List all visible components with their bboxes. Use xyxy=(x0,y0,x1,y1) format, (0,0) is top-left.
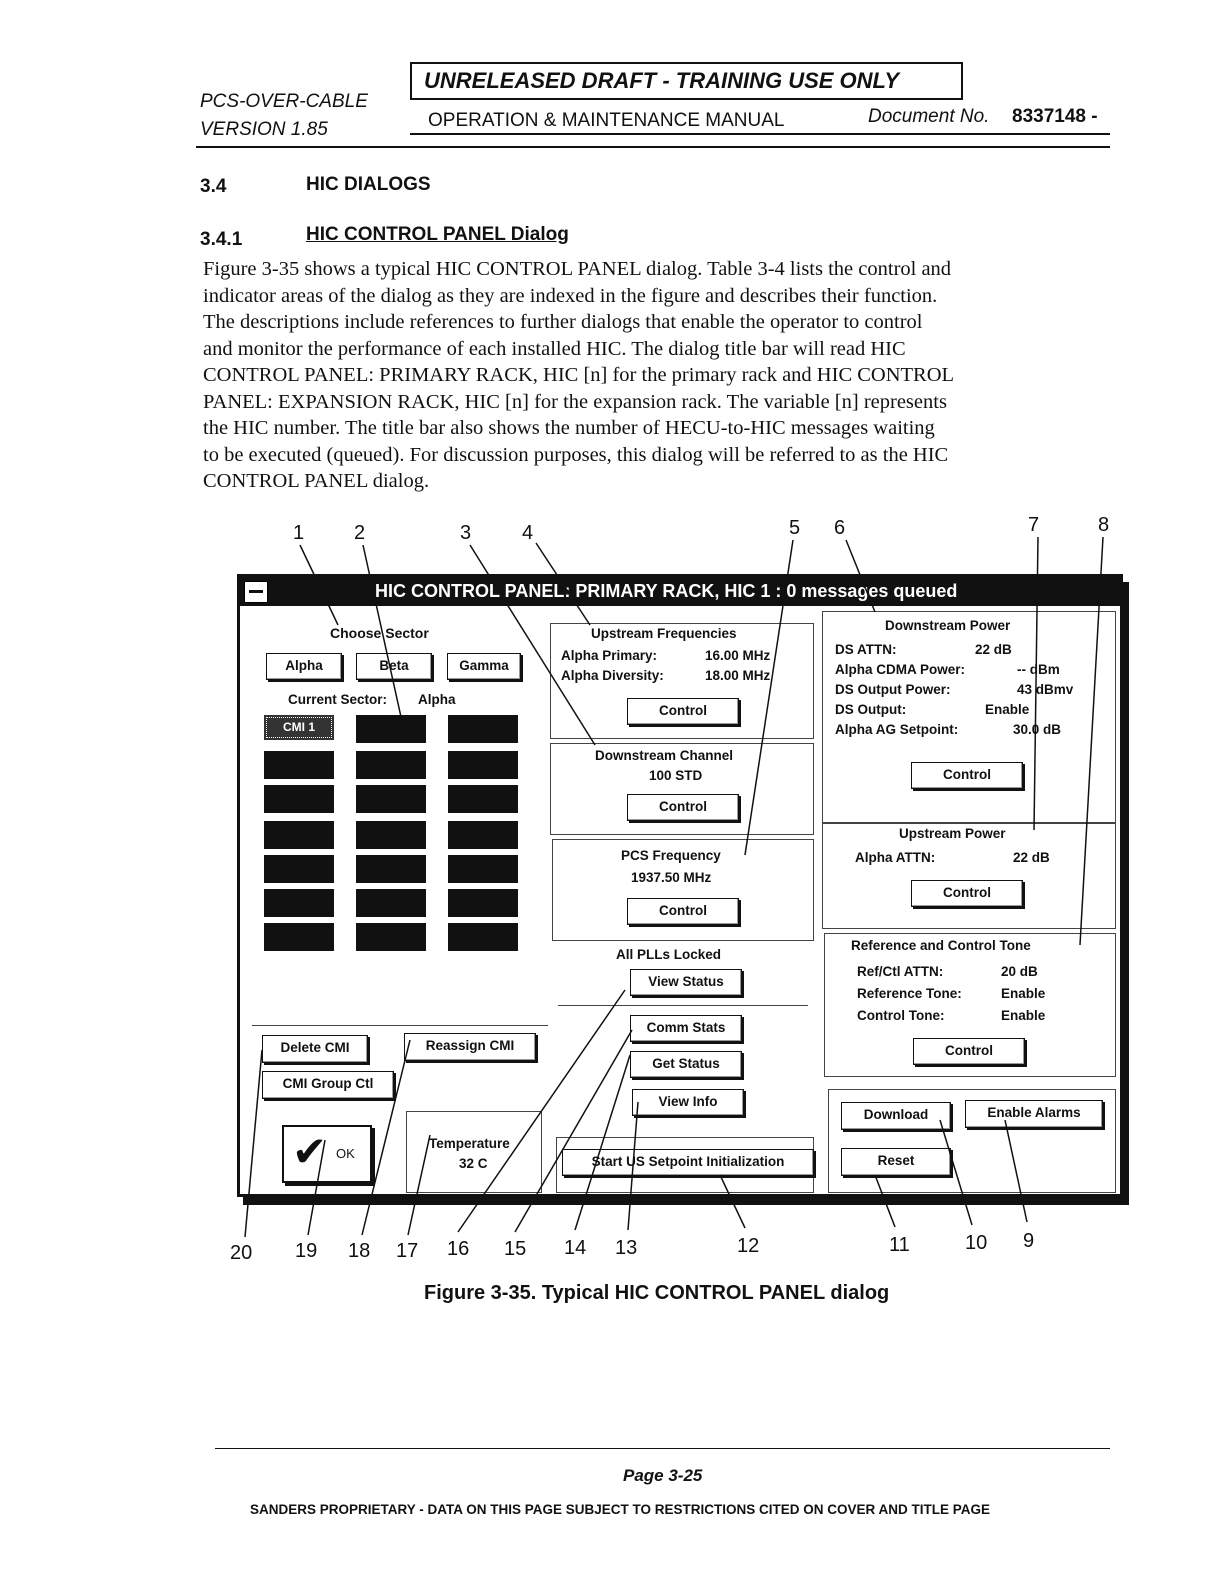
version-label: VERSION 1.85 xyxy=(200,119,328,140)
alpha-attn-label: Alpha ATTN: xyxy=(855,850,936,865)
body-line: CONTROL PANEL: PRIMARY RACK, HIC [n] for the primary rack and HIC CONTROL xyxy=(203,364,955,386)
cmi-group-ctl-button[interactable]: CMI Group Ctl xyxy=(262,1071,394,1099)
downstream-power-title: Downstream Power xyxy=(885,618,1011,633)
body-line: The descriptions include references to further dialogs that enable the operator to control xyxy=(203,311,923,333)
downstream-power-control-button[interactable]: Control xyxy=(911,762,1023,789)
pcs-frequency-title: PCS Frequency xyxy=(621,848,721,863)
dialog-title: HIC CONTROL PANEL: PRIMARY RACK, HIC 1 : 0 messages queued xyxy=(375,581,958,601)
alpha-sector-button[interactable]: Alpha xyxy=(266,653,342,680)
get-status-button[interactable]: Get Status xyxy=(630,1051,742,1078)
view-status-button[interactable]: View Status xyxy=(630,969,742,996)
view-info-button[interactable]: View Info xyxy=(632,1089,744,1116)
leader-line-3 xyxy=(470,545,595,745)
pll-status-text: All PLLs Locked xyxy=(616,947,722,962)
alpha-primary-label: Alpha Primary: xyxy=(561,648,658,663)
subsection-title: HIC CONTROL PANEL Dialog xyxy=(306,224,569,245)
reference-tone-value: Enable xyxy=(1001,986,1046,1001)
control-tone-value: Enable xyxy=(1001,1008,1046,1023)
page-number: Page 3-25 xyxy=(623,1466,703,1485)
leader-line-12 xyxy=(720,1175,745,1228)
callout-18: 18 xyxy=(348,1240,371,1262)
upstream-power-title: Upstream Power xyxy=(899,826,1006,841)
alpha-diversity-value: 18.00 MHz xyxy=(705,668,771,683)
subsection-number: 3.4.1 xyxy=(200,229,243,250)
pcs-frequency-control-button[interactable]: Control xyxy=(627,898,739,925)
callout-9: 9 xyxy=(1023,1230,1035,1252)
pcs-frequency-value: 1937.50 MHz xyxy=(631,870,712,885)
ds-attn-label: DS ATTN: xyxy=(835,642,897,657)
leader-line-1 xyxy=(300,545,338,625)
delete-cmi-button[interactable]: Delete CMI xyxy=(262,1035,368,1063)
section-number: 3.4 xyxy=(200,176,227,197)
ref-ctl-attn-label: Ref/Ctl ATTN: xyxy=(857,964,944,979)
downstream-channel-title: Downstream Channel xyxy=(595,748,734,763)
upstream-frequencies-control-button[interactable]: Control xyxy=(627,698,739,725)
callout-2: 2 xyxy=(354,522,366,544)
beta-sector-button[interactable]: Beta xyxy=(356,653,432,680)
alpha-ag-setpoint-value: 30.0 dB xyxy=(1013,722,1062,737)
leader-line-10 xyxy=(940,1120,972,1225)
callout-15: 15 xyxy=(504,1238,527,1260)
reassign-cmi-button[interactable]: Reassign CMI xyxy=(404,1033,536,1061)
manual-title: OPERATION & MAINTENANCE MANUAL xyxy=(428,110,785,131)
upstream-frequencies-title: Upstream Frequencies xyxy=(591,626,737,641)
downstream-channel-control-button[interactable]: Control xyxy=(627,794,739,821)
document-number: 8337148 - xyxy=(1012,106,1098,127)
reference-tone-label: Reference Tone: xyxy=(857,986,962,1001)
body-line: indicator areas of the dialog as they are indexed in the figure and describes their function. xyxy=(203,284,938,307)
checkmark-icon: ✔ xyxy=(292,1128,328,1175)
temperature-label: Temperature xyxy=(429,1136,510,1151)
callout-10: 10 xyxy=(965,1232,988,1254)
section-title: HIC DIALOGS xyxy=(306,174,431,195)
callout-1: 1 xyxy=(293,522,305,544)
footer-rule xyxy=(215,1448,1110,1449)
callout-11: 11 xyxy=(889,1234,910,1256)
figure-caption: Figure 3-35. Typical HIC CONTROL PANEL dialog xyxy=(424,1282,890,1304)
alpha-diversity-label: Alpha Diversity: xyxy=(561,668,664,683)
callout-14: 14 xyxy=(564,1237,587,1259)
leader-line-17 xyxy=(408,1135,430,1235)
product-name: PCS-OVER-CABLE xyxy=(200,91,368,112)
current-sector-value: Alpha xyxy=(418,692,456,707)
leader-line-18 xyxy=(362,1040,410,1235)
upstream-power-control-button[interactable]: Control xyxy=(911,880,1023,907)
alpha-cdma-power-label: Alpha CDMA Power: xyxy=(835,662,966,677)
body-line: the HIC number. The title bar also shows the number of HECU-to-HIC messages waiting xyxy=(203,417,935,439)
body-line: CONTROL PANEL dialog. xyxy=(203,470,430,492)
comm-stats-button[interactable]: Comm Stats xyxy=(630,1015,742,1042)
leader-line-8 xyxy=(1080,537,1103,945)
body-line: and monitor the performance of each installed HIC. The dialog title bar will read HIC xyxy=(203,337,906,360)
document-label: Document No. xyxy=(868,106,990,127)
alpha-attn-value: 22 dB xyxy=(1013,850,1050,865)
reference-tone-control-button[interactable]: Control xyxy=(913,1038,1025,1065)
leader-line-4 xyxy=(536,543,590,625)
callout-5: 5 xyxy=(789,517,801,539)
leader-line-9 xyxy=(1005,1120,1027,1222)
leader-line-19 xyxy=(308,1140,325,1235)
current-sector-label: Current Sector: xyxy=(288,692,388,707)
alpha-ag-setpoint-label: Alpha AG Setpoint: xyxy=(835,722,959,737)
callout-16: 16 xyxy=(447,1238,470,1260)
leader-line-5 xyxy=(745,540,793,855)
ok-label: OK xyxy=(336,1146,355,1161)
ds-output-value: Enable xyxy=(985,702,1030,717)
download-button[interactable]: Download xyxy=(841,1102,951,1130)
temperature-value: 32 C xyxy=(459,1156,488,1171)
draft-notice: UNRELEASED DRAFT - TRAINING USE ONLY xyxy=(410,62,963,100)
body-line: Figure 3-35 shows a typical HIC CONTROL PANEL dialog. Table 3-4 lists the control and xyxy=(203,258,952,280)
callout-4: 4 xyxy=(522,522,534,544)
proprietary-notice: SANDERS PROPRIETARY - DATA ON THIS PAGE SUBJECT TO RESTRICTIONS CITED ON COVER AND TITLE PAGE xyxy=(250,1502,991,1517)
leader-line-6 xyxy=(846,540,875,612)
cmi-slot-1[interactable]: CMI 1 xyxy=(264,715,334,740)
enable-alarms-button[interactable]: Enable Alarms xyxy=(965,1100,1103,1128)
body-line: PANEL: EXPANSION RACK, HIC [n] for the expansion rack. The variable [n] represents xyxy=(203,390,947,413)
reference-control-tone-title: Reference and Control Tone xyxy=(851,938,1031,953)
leader-line-20 xyxy=(245,1050,262,1237)
callout-7: 7 xyxy=(1028,514,1040,536)
control-tone-label: Control Tone: xyxy=(857,1008,945,1023)
leader-line-13 xyxy=(628,1102,638,1230)
callout-20: 20 xyxy=(230,1242,253,1264)
callout-17: 17 xyxy=(396,1240,419,1262)
callout-6: 6 xyxy=(834,517,846,539)
gamma-sector-button[interactable]: Gamma xyxy=(447,653,521,680)
callout-19: 19 xyxy=(295,1240,318,1262)
leader-line-16 xyxy=(458,990,625,1232)
alpha-primary-value: 16.00 MHz xyxy=(705,648,771,663)
callout-13: 13 xyxy=(615,1237,638,1259)
body-line: to be executed (queued). For discussion purposes, this dialog will be referred to as the HIC xyxy=(203,443,949,466)
callout-12: 12 xyxy=(737,1235,760,1257)
callout-8: 8 xyxy=(1098,514,1110,536)
choose-sector-label: Choose Sector xyxy=(330,625,429,641)
leader-line-15 xyxy=(515,1030,632,1232)
leader-line-11 xyxy=(875,1175,895,1227)
leader-line-7 xyxy=(1034,537,1038,830)
ds-output-power-label: DS Output Power: xyxy=(835,682,951,697)
downstream-channel-value: 100 STD xyxy=(649,768,703,783)
start-us-setpoint-initialization-button[interactable]: Start US Setpoint Initialization xyxy=(562,1149,814,1176)
alpha-cdma-power-value: -- dBm xyxy=(1017,662,1060,677)
callout-3: 3 xyxy=(460,522,472,544)
leader-line-2 xyxy=(363,545,405,735)
reset-button[interactable]: Reset xyxy=(841,1148,951,1176)
ds-output-label: DS Output: xyxy=(835,702,907,717)
ds-output-power-value: 43 dBmv xyxy=(1017,682,1074,697)
ref-ctl-attn-value: 20 dB xyxy=(1001,964,1038,979)
ds-attn-value: 22 dB xyxy=(975,642,1012,657)
